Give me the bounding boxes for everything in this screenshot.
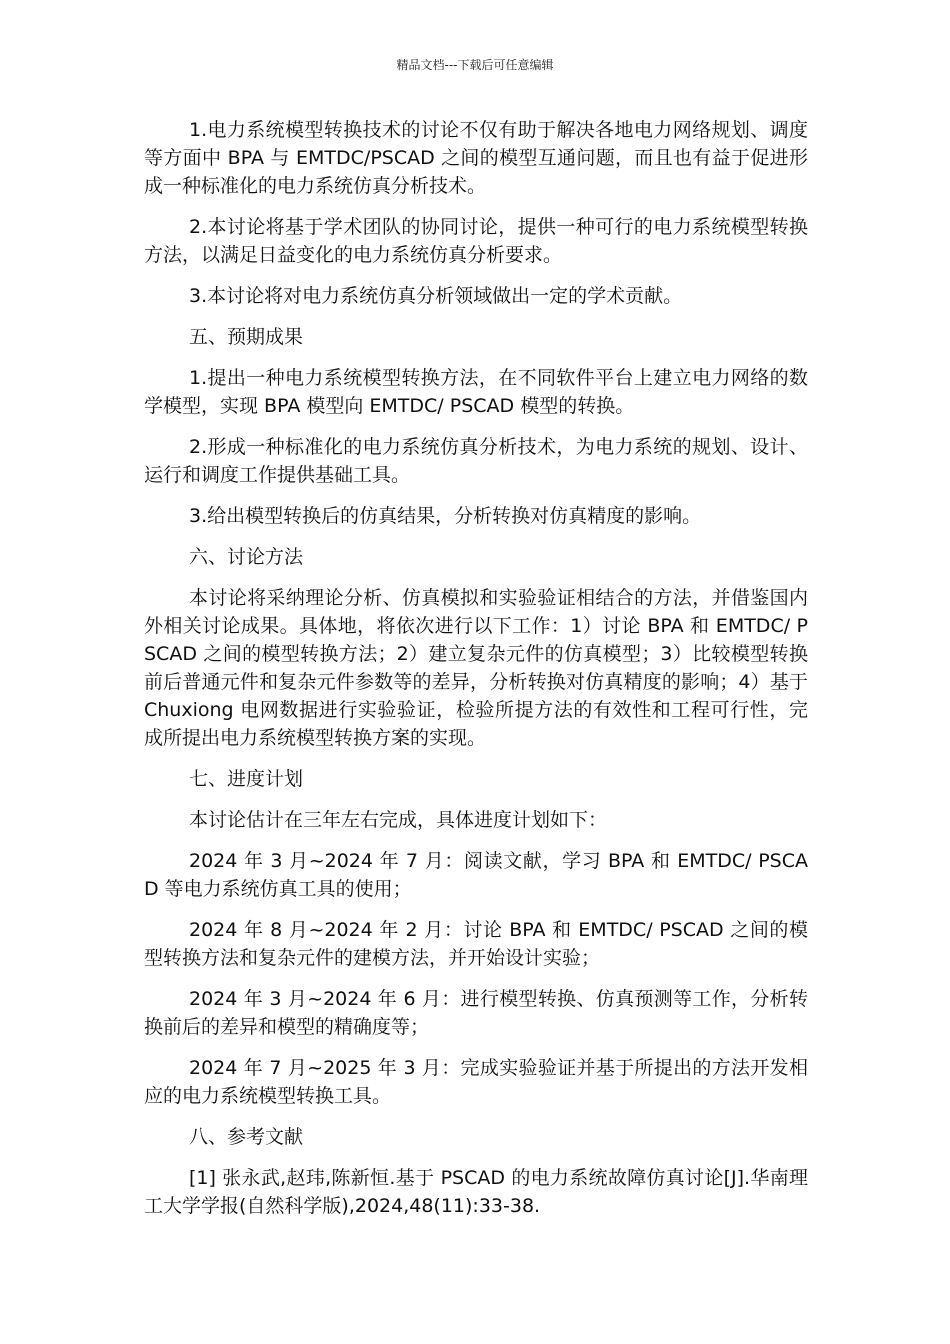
- reference-1: [1] 张永武,赵玮,陈新恒.基于 PSCAD 的电力系统故障仿真讨论[J].华南理工大学学报(自然科学版),2024,48(11):33-38.: [144, 1167, 808, 1217]
- expected-result-3: 3.给出模型转换后的仿真结果，分析转换对仿真精度的影响。: [189, 505, 702, 527]
- document-body: [144, 116, 808, 1233]
- expected-result-1: 1.提出一种电力系统模型转换方法，在不同软件平台上建立电力网络的数学模型，实现 BPA 模型向 EMTDC/ PSCAD 模型的转换。: [144, 367, 808, 417]
- page-header: 精品文档---下载后可任意编辑: [396, 58, 554, 72]
- methods-paragraph: 本讨论将采纳理论分析、仿真模拟和实验验证相结合的方法，并借鉴国内外相关讨论成果。具体地，将依次进行以下工作：1）讨论 BPA 和 EMTDC/ PSCAD 之间的模型转换方法；2）建立复杂元件的仿真模型；3）比较模型转换前后普通元件和复杂元件参数等的差异，分析转换对仿真精度的影响；4）基于 Chuxiong 电网数据进行实验验证，检验所提方法的有效性和工程可行性，完成所提出电力系统模型转换方案的实现。: [144, 587, 808, 749]
- expected-result-2: 2.形成一种标准化的电力系统仿真分析技术，为电力系统的规划、设计、运行和调度工作提供基础工具。: [144, 436, 808, 486]
- section-heading-references: 八、参考文献: [189, 1126, 304, 1148]
- significance-point-2: 2.本讨论将基于学术团队的协同讨论，提供一种可行的电力系统模型转换方法，以满足日益变化的电力系统仿真分析要求。: [144, 216, 808, 266]
- section-heading-methods: 六、讨论方法: [189, 546, 304, 568]
- schedule-item-3: 2024 年 3 月~2024 年 6 月：进行模型转换、仿真预测等工作，分析转换前后的差异和模型的精确度等；: [144, 988, 808, 1038]
- schedule-item-4: 2024 年 7 月~2025 年 3 月：完成实验验证并基于所提出的方法开发相应的电力系统模型转换工具。: [144, 1057, 808, 1107]
- section-heading-schedule: 七、进度计划: [189, 768, 304, 790]
- schedule-item-1: 2024 年 3 月~2024 年 7 月：阅读文献，学习 BPA 和 EMTDC/ PSCAD 等电力系统仿真工具的使用；: [144, 850, 808, 900]
- schedule-intro: 本讨论估计在三年左右完成，具体进度计划如下：: [189, 809, 608, 831]
- schedule-item-2: 2024 年 8 月~2024 年 2 月：讨论 BPA 和 EMTDC/ PSCAD 之间的模型转换方法和复杂元件的建模方法，并开始设计实验；: [144, 919, 808, 969]
- significance-point-1: 1.电力系统模型转换技术的讨论不仅有助于解决各地电力网络规划、调度等方面中 BPA 与 EMTDC/PSCAD 之间的模型互通问题，而且也有益于促进形成一种标准化的电力系统仿真分析技术。: [144, 119, 808, 197]
- significance-point-3: 3.本讨论将对电力系统仿真分析领域做出一定的学术贡献。: [189, 285, 683, 307]
- section-heading-expected-results: 五、预期成果: [189, 326, 304, 348]
